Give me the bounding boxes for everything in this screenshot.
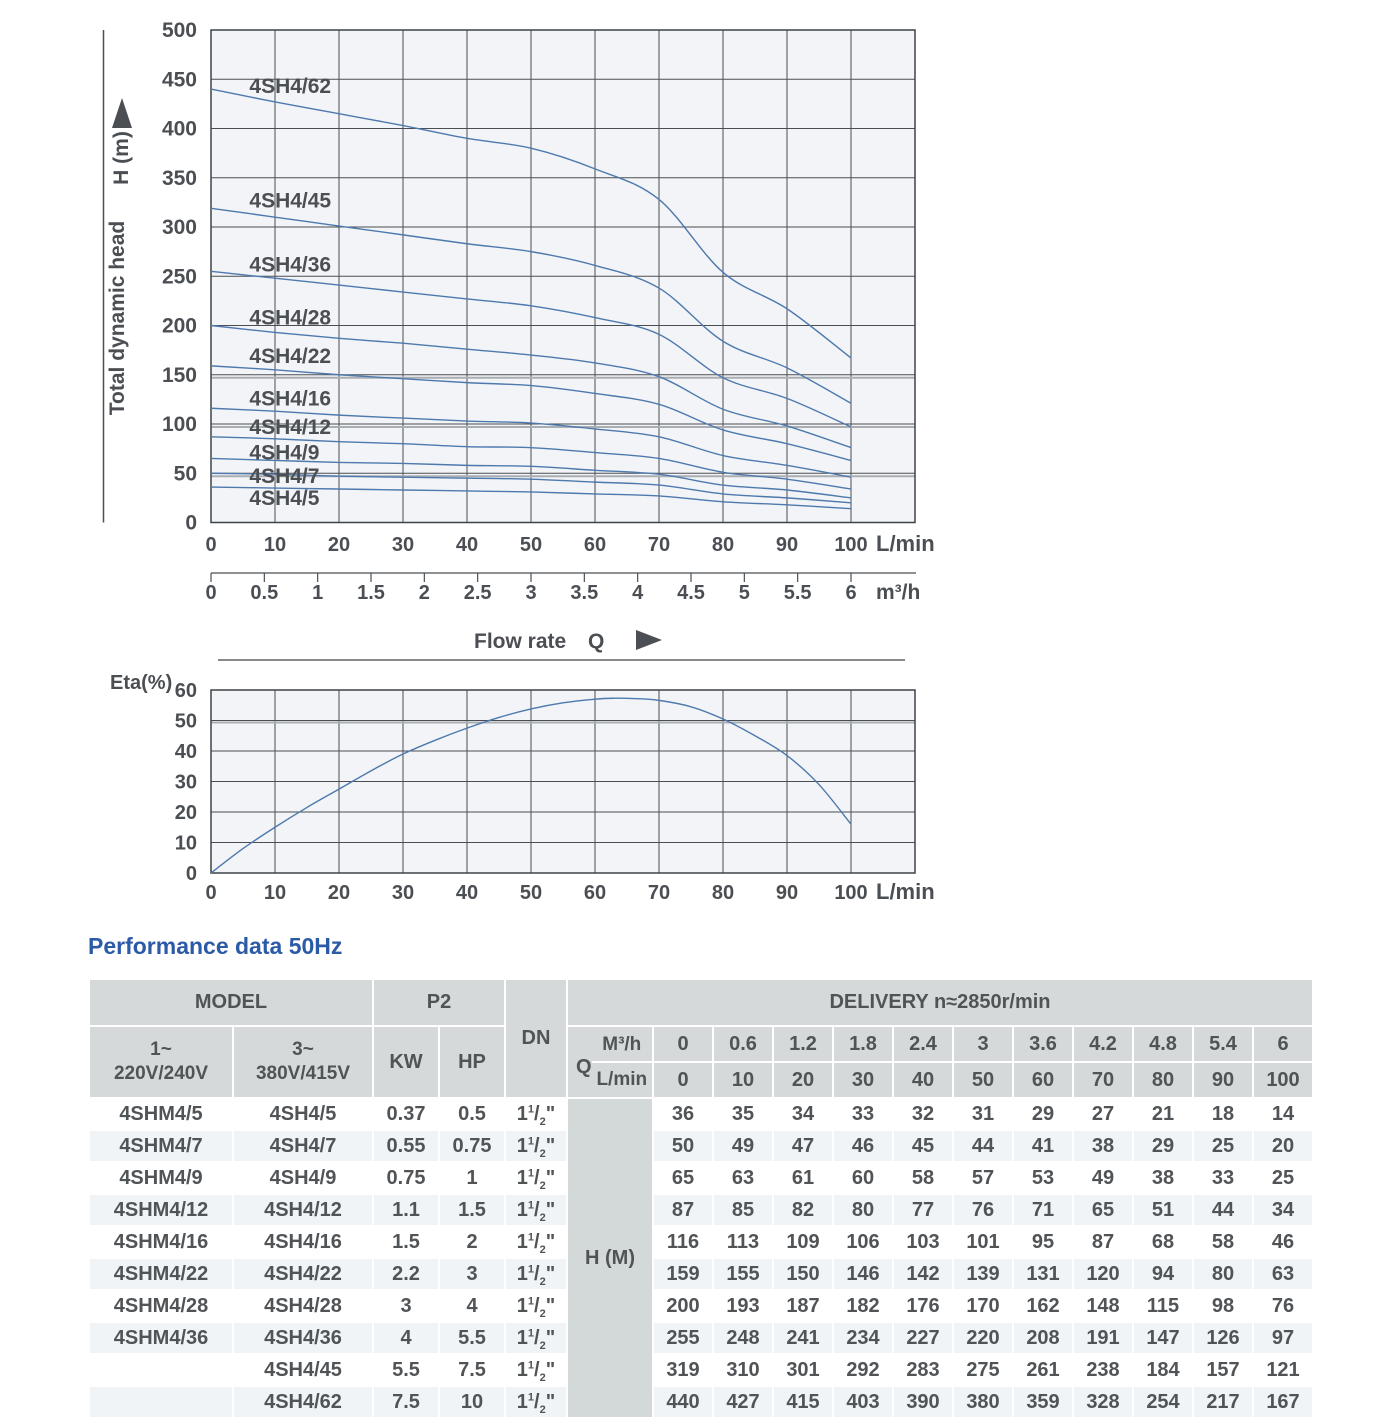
x-tick-label: 100 <box>834 534 868 556</box>
cell-head-value: 58 <box>893 1162 953 1194</box>
flow-rate-symbol: Q <box>588 630 605 653</box>
cell-head-value: 440 <box>653 1386 713 1417</box>
cell-head-value: 187 <box>773 1290 833 1322</box>
table-row <box>89 1386 1313 1417</box>
header-q-units <box>567 1026 653 1098</box>
cell-head-value: 18 <box>1193 1098 1253 1130</box>
cell-head-value: 200 <box>653 1290 713 1322</box>
cell-model-single: 4SHM4/16 <box>89 1226 233 1258</box>
header-kw: KW <box>373 1026 439 1098</box>
cell-head-value: 25 <box>1253 1162 1313 1194</box>
curve-label-4SH4/36: 4SH4/36 <box>249 253 332 277</box>
y-tick-label: 300 <box>161 216 197 239</box>
cell-head-value: 120 <box>1073 1258 1133 1290</box>
cell-kw: 0.55 <box>373 1130 439 1162</box>
cell-head-value: 148 <box>1073 1290 1133 1322</box>
cell-head-value: 301 <box>773 1354 833 1386</box>
header-lmin-value: 70 <box>1073 1062 1133 1098</box>
cell-head-value: 41 <box>1013 1130 1073 1162</box>
header-hp: HP <box>439 1026 505 1098</box>
cell-dn: $1^1/_2$" <box>505 1354 567 1386</box>
cell-head-value: 51 <box>1133 1194 1193 1226</box>
flow-rate-caption: Flow rate <box>474 630 567 653</box>
cell-head-value: 63 <box>713 1162 773 1194</box>
cell-kw: 3 <box>373 1290 439 1322</box>
cell-head-value: 21 <box>1133 1098 1193 1130</box>
cell-head-value: 116 <box>653 1226 713 1258</box>
cell-head-value: 87 <box>653 1194 713 1226</box>
cell-head-value: 248 <box>713 1322 773 1354</box>
curve-label-4SH4/16: 4SH4/16 <box>249 387 332 411</box>
header-lmin-value: 50 <box>953 1062 1013 1098</box>
cell-head-value: 80 <box>1193 1258 1253 1290</box>
header-lmin: L/min <box>592 1061 652 1096</box>
cell-dn: $1^1/_2$" <box>505 1258 567 1290</box>
y-tick-label: 0 <box>185 511 197 535</box>
eta-y-tick-label: 10 <box>174 832 197 855</box>
cell-head-value: 57 <box>953 1162 1013 1194</box>
eta-x-tick-label: 20 <box>327 882 351 904</box>
cell-head-value: 227 <box>893 1322 953 1354</box>
header-m3h-value: 4.8 <box>1133 1026 1193 1062</box>
x-tick-label: 0 <box>205 534 217 556</box>
cell-head-value: 27 <box>1073 1098 1133 1130</box>
cell-model-three: 4SH4/62 <box>233 1386 373 1417</box>
cell-head-value: 76 <box>953 1194 1013 1226</box>
head-chart <box>104 19 935 660</box>
x-tick-label: 90 <box>775 534 799 556</box>
header-q: Q <box>576 1055 592 1078</box>
eta-x-unit-label: L/min <box>876 879 935 904</box>
cell-head-value: 261 <box>1013 1354 1073 1386</box>
cell-head-value: 53 <box>1013 1162 1073 1194</box>
eta-x-tick-label: 60 <box>583 882 607 904</box>
header-m3h-value: 3.6 <box>1013 1026 1073 1062</box>
cell-head-value: 34 <box>1253 1194 1313 1226</box>
header-delivery: DELIVERY n≈2850r/min <box>567 979 1313 1026</box>
cell-kw: 0.75 <box>373 1162 439 1194</box>
table-row <box>89 1290 1313 1322</box>
header-lmin-value: 90 <box>1193 1062 1253 1098</box>
up-arrow-icon <box>112 98 132 128</box>
secondary-tick-label: 3 <box>525 582 537 604</box>
secondary-tick-label: 4.5 <box>677 582 705 604</box>
cell-head-unit: H (M) <box>567 1098 653 1417</box>
cell-kw: 0.37 <box>373 1098 439 1130</box>
header-m3h-value: 4.2 <box>1073 1026 1133 1062</box>
eta-x-tick-label: 0 <box>205 882 217 904</box>
cell-head-value: 146 <box>833 1258 893 1290</box>
cell-head-value: 106 <box>833 1226 893 1258</box>
cell-head-value: 176 <box>893 1290 953 1322</box>
y-tick-label: 150 <box>161 363 197 387</box>
y-tick-label: 100 <box>161 413 197 436</box>
cell-head-value: 170 <box>953 1290 1013 1322</box>
cell-dn: $1^1/_2$" <box>505 1226 567 1258</box>
curve-label-4SH4/45: 4SH4/45 <box>249 189 332 213</box>
secondary-tick-label: 2.5 <box>463 582 492 604</box>
secondary-unit-label: m³/h <box>876 581 921 604</box>
cell-head-value: 193 <box>713 1290 773 1322</box>
header-lmin-value: 60 <box>1013 1062 1073 1098</box>
cell-head-value: 403 <box>833 1386 893 1417</box>
header-m3h-value: 1.2 <box>773 1026 833 1062</box>
cell-head-value: 208 <box>1013 1322 1073 1354</box>
cell-head-value: 76 <box>1253 1290 1313 1322</box>
cell-head-value: 319 <box>653 1354 713 1386</box>
cell-head-value: 113 <box>713 1226 773 1258</box>
cell-head-value: 32 <box>893 1098 953 1130</box>
cell-head-value: 35 <box>713 1098 773 1130</box>
cell-kw: 4 <box>373 1322 439 1354</box>
cell-head-value: 98 <box>1193 1290 1253 1322</box>
table-title: Performance data 50Hz <box>88 933 343 959</box>
cell-head-value: 157 <box>1193 1354 1253 1386</box>
cell-head-value: 101 <box>953 1226 1013 1258</box>
header-m3h-value: 0.6 <box>713 1026 773 1062</box>
secondary-tick-label: 5.5 <box>783 582 812 604</box>
x-unit-label: L/min <box>876 531 935 556</box>
header-three-phase: 3~ 380V/415V <box>233 1026 373 1098</box>
performance-table <box>88 978 1314 1417</box>
cell-hp: 2 <box>439 1226 505 1258</box>
cell-head-value: 126 <box>1193 1322 1253 1354</box>
cell-head-value: 38 <box>1073 1130 1133 1162</box>
cell-head-value: 34 <box>773 1098 833 1130</box>
cell-model-single: 4SHM4/28 <box>89 1290 233 1322</box>
y-tick-label: 400 <box>161 117 197 141</box>
y-tick-label: 450 <box>161 68 197 92</box>
cell-model-three: 4SH4/22 <box>233 1258 373 1290</box>
cell-model-three: 4SH4/28 <box>233 1290 373 1322</box>
eta-x-tick-label: 70 <box>647 882 671 904</box>
table-row <box>89 1226 1313 1258</box>
cell-head-value: 97 <box>1253 1322 1313 1354</box>
cell-head-value: 238 <box>1073 1354 1133 1386</box>
secondary-tick-label: 5 <box>738 582 750 604</box>
cell-head-value: 241 <box>773 1322 833 1354</box>
cell-model-single: 4SHM4/36 <box>89 1322 233 1354</box>
cell-head-value: 390 <box>893 1386 953 1417</box>
eta-y-tick-label: 30 <box>174 771 197 794</box>
secondary-tick-label: 1 <box>312 582 324 604</box>
cell-head-value: 85 <box>713 1194 773 1226</box>
cell-hp: 3 <box>439 1258 505 1290</box>
cell-model-single: 4SHM4/22 <box>89 1258 233 1290</box>
table-row <box>89 1130 1313 1162</box>
cell-head-value: 20 <box>1253 1130 1313 1162</box>
cell-dn: $1^1/_2$" <box>505 1322 567 1354</box>
header-lmin-value: 0 <box>653 1062 713 1098</box>
cell-hp: 0.75 <box>439 1130 505 1162</box>
x-tick-label: 60 <box>583 534 607 556</box>
secondary-tick-label: 6 <box>845 582 857 604</box>
eta-y-tick-label: 20 <box>174 802 197 824</box>
cell-head-value: 184 <box>1133 1354 1193 1386</box>
cell-head-value: 142 <box>893 1258 953 1290</box>
cell-head-value: 47 <box>773 1130 833 1162</box>
y-axis-name-label: Total dynamic head <box>106 220 129 416</box>
table-row <box>89 1258 1313 1290</box>
eta-chart <box>110 672 935 904</box>
cell-hp: 5.5 <box>439 1322 505 1354</box>
cell-model-three: 4SH4/16 <box>233 1226 373 1258</box>
secondary-tick-label: 4 <box>632 582 644 604</box>
cell-dn: $1^1/_2$" <box>505 1194 567 1226</box>
curve-label-4SH4/62: 4SH4/62 <box>249 75 332 99</box>
cell-kw: 5.5 <box>373 1354 439 1386</box>
cell-head-value: 220 <box>953 1322 1013 1354</box>
cell-head-value: 77 <box>893 1194 953 1226</box>
header-lmin-value: 100 <box>1253 1062 1313 1098</box>
cell-head-value: 14 <box>1253 1098 1313 1130</box>
cell-model-single: 4SHM4/7 <box>89 1130 233 1162</box>
cell-head-value: 63 <box>1253 1258 1313 1290</box>
curve-label-4SH4/7: 4SH4/7 <box>249 465 320 489</box>
cell-head-value: 49 <box>713 1130 773 1162</box>
secondary-tick-label: 0.5 <box>250 582 279 604</box>
eta-axis-label: Eta(%) <box>110 672 173 694</box>
secondary-tick-label: 2 <box>418 582 430 604</box>
x-tick-label: 20 <box>327 534 351 556</box>
cell-head-value: 167 <box>1253 1386 1313 1417</box>
eta-x-tick-label: 30 <box>391 882 415 904</box>
cell-kw: 1.5 <box>373 1226 439 1258</box>
curve-label-4SH4/28: 4SH4/28 <box>249 306 332 330</box>
cell-head-value: 80 <box>833 1194 893 1226</box>
header-p2: P2 <box>373 979 505 1026</box>
eta-y-tick-label: 40 <box>174 741 197 763</box>
header-m3h-value: 5.4 <box>1193 1026 1253 1062</box>
eta-x-tick-label: 40 <box>455 882 479 904</box>
x-tick-label: 50 <box>519 534 543 556</box>
cell-head-value: 45 <box>893 1130 953 1162</box>
cell-model-three: 4SH4/9 <box>233 1162 373 1194</box>
cell-head-value: 292 <box>833 1354 893 1386</box>
cell-head-value: 46 <box>833 1130 893 1162</box>
cell-head-value: 380 <box>953 1386 1013 1417</box>
curve-label-4SH4/22: 4SH4/22 <box>249 345 332 369</box>
eta-x-tick-label: 50 <box>519 882 543 904</box>
cell-head-value: 36 <box>653 1098 713 1130</box>
cell-head-value: 94 <box>1133 1258 1193 1290</box>
cell-head-value: 46 <box>1253 1226 1313 1258</box>
eta-y-tick-label: 50 <box>174 710 197 733</box>
header-model: MODEL <box>89 979 373 1026</box>
cell-head-value: 427 <box>713 1386 773 1417</box>
cell-dn: $1^1/_2$" <box>505 1290 567 1322</box>
cell-head-value: 139 <box>953 1258 1013 1290</box>
header-lmin-value: 10 <box>713 1062 773 1098</box>
cell-dn: $1^1/_2$" <box>505 1386 567 1417</box>
cell-hp: 1 <box>439 1162 505 1194</box>
cell-head-value: 328 <box>1073 1386 1133 1417</box>
header-dn: DN <box>505 979 567 1098</box>
cell-model-single: 4SHM4/5 <box>89 1098 233 1130</box>
header-m3h: M³/h <box>602 1033 642 1055</box>
header-m3h-value: 2.4 <box>893 1026 953 1062</box>
cell-head-value: 182 <box>833 1290 893 1322</box>
cell-head-value: 71 <box>1013 1194 1073 1226</box>
cell-head-value: 38 <box>1133 1162 1193 1194</box>
cell-dn: $1^1/_2$" <box>505 1130 567 1162</box>
cell-dn: $1^1/_2$" <box>505 1098 567 1130</box>
x-tick-label: 70 <box>647 534 671 556</box>
secondary-tick-label: 0 <box>205 582 217 604</box>
x-tick-label: 40 <box>455 534 479 556</box>
table-row <box>89 1098 1313 1130</box>
cell-hp: 0.5 <box>439 1098 505 1130</box>
cell-hp: 7.5 <box>439 1354 505 1386</box>
cell-kw: 7.5 <box>373 1386 439 1417</box>
cell-model-single: 4SHM4/12 <box>89 1194 233 1226</box>
eta-x-tick-label: 90 <box>775 882 799 904</box>
cell-head-value: 131 <box>1013 1258 1073 1290</box>
cell-head-value: 162 <box>1013 1290 1073 1322</box>
cell-head-value: 150 <box>773 1258 833 1290</box>
cell-model-single <box>89 1386 233 1417</box>
header-m3h-value: 3 <box>953 1026 1013 1062</box>
header-single-phase: 1~ 220V/240V <box>89 1026 233 1098</box>
cell-head-value: 65 <box>1073 1194 1133 1226</box>
cell-hp: 4 <box>439 1290 505 1322</box>
cell-head-value: 217 <box>1193 1386 1253 1417</box>
cell-model-three: 4SH4/36 <box>233 1322 373 1354</box>
cell-head-value: 95 <box>1013 1226 1073 1258</box>
eta-x-tick-label: 100 <box>834 882 868 904</box>
cell-head-value: 50 <box>653 1130 713 1162</box>
cell-head-value: 33 <box>833 1098 893 1130</box>
table-row <box>89 1354 1313 1386</box>
cell-head-value: 31 <box>953 1098 1013 1130</box>
header-m3h-value: 0 <box>653 1026 713 1062</box>
cell-kw: 1.1 <box>373 1194 439 1226</box>
curve-label-4SH4/9: 4SH4/9 <box>249 441 320 465</box>
eta-y-tick-label: 0 <box>185 863 197 885</box>
secondary-tick-label: 3.5 <box>570 582 599 604</box>
x-tick-label: 80 <box>711 534 735 556</box>
cell-hp: 10 <box>439 1386 505 1417</box>
cell-head-value: 58 <box>1193 1226 1253 1258</box>
cell-head-value: 82 <box>773 1194 833 1226</box>
table-row <box>89 1322 1313 1354</box>
secondary-tick-label: 1.5 <box>357 582 385 604</box>
header-lmin-value: 30 <box>833 1062 893 1098</box>
y-tick-label: 500 <box>161 19 197 42</box>
cell-head-value: 29 <box>1133 1130 1193 1162</box>
cell-head-value: 283 <box>893 1354 953 1386</box>
header-m3h-value: 1.8 <box>833 1026 893 1062</box>
right-arrow-icon <box>636 630 662 650</box>
cell-head-value: 191 <box>1073 1322 1133 1354</box>
cell-head-value: 49 <box>1073 1162 1133 1194</box>
cell-model-single <box>89 1354 233 1386</box>
cell-head-value: 44 <box>1193 1194 1253 1226</box>
table-row <box>89 1194 1313 1226</box>
cell-head-value: 255 <box>653 1322 713 1354</box>
eta-x-tick-label: 80 <box>711 882 735 904</box>
cell-head-value: 115 <box>1133 1290 1193 1322</box>
cell-model-three: 4SH4/45 <box>233 1354 373 1386</box>
x-tick-label: 10 <box>263 534 287 556</box>
cell-head-value: 234 <box>833 1322 893 1354</box>
cell-head-value: 25 <box>1193 1130 1253 1162</box>
cell-dn: $1^1/_2$" <box>505 1162 567 1194</box>
y-tick-label: 200 <box>161 314 197 338</box>
cell-head-value: 103 <box>893 1226 953 1258</box>
curve-label-4SH4/5: 4SH4/5 <box>249 486 320 510</box>
cell-head-value: 310 <box>713 1354 773 1386</box>
cell-head-value: 33 <box>1193 1162 1253 1194</box>
cell-head-value: 44 <box>953 1130 1013 1162</box>
cell-head-value: 60 <box>833 1162 893 1194</box>
cell-head-value: 359 <box>1013 1386 1073 1417</box>
header-lmin-value: 20 <box>773 1062 833 1098</box>
eta-x-tick-label: 10 <box>263 882 287 904</box>
cell-head-value: 109 <box>773 1226 833 1258</box>
cell-head-value: 121 <box>1253 1354 1313 1386</box>
cell-head-value: 415 <box>773 1386 833 1417</box>
eta-y-tick-label: 60 <box>174 680 197 702</box>
cell-head-value: 68 <box>1133 1226 1193 1258</box>
cell-model-single: 4SHM4/9 <box>89 1162 233 1194</box>
cell-head-value: 65 <box>653 1162 713 1194</box>
header-m3h-value: 6 <box>1253 1026 1313 1062</box>
x-tick-label: 30 <box>391 534 415 556</box>
cell-model-three: 4SH4/5 <box>233 1098 373 1130</box>
cell-head-value: 87 <box>1073 1226 1133 1258</box>
cell-head-value: 155 <box>713 1258 773 1290</box>
cell-head-value: 275 <box>953 1354 1013 1386</box>
cell-head-value: 29 <box>1013 1098 1073 1130</box>
y-tick-label: 350 <box>161 166 197 190</box>
curve-label-4SH4/12: 4SH4/12 <box>249 415 332 439</box>
cell-kw: 2.2 <box>373 1258 439 1290</box>
cell-head-value: 61 <box>773 1162 833 1194</box>
cell-hp: 1.5 <box>439 1194 505 1226</box>
cell-head-value: 147 <box>1133 1322 1193 1354</box>
y-tick-label: 50 <box>173 462 197 486</box>
cell-model-three: 4SH4/7 <box>233 1130 373 1162</box>
y-tick-label: 250 <box>161 265 197 289</box>
y-axis-unit-label: H (m) <box>110 131 133 185</box>
cell-head-value: 159 <box>653 1258 713 1290</box>
table-row <box>89 1162 1313 1194</box>
header-lmin-value: 40 <box>893 1062 953 1098</box>
header-lmin-value: 80 <box>1133 1062 1193 1098</box>
cell-model-three: 4SH4/12 <box>233 1194 373 1226</box>
cell-head-value: 254 <box>1133 1386 1193 1417</box>
